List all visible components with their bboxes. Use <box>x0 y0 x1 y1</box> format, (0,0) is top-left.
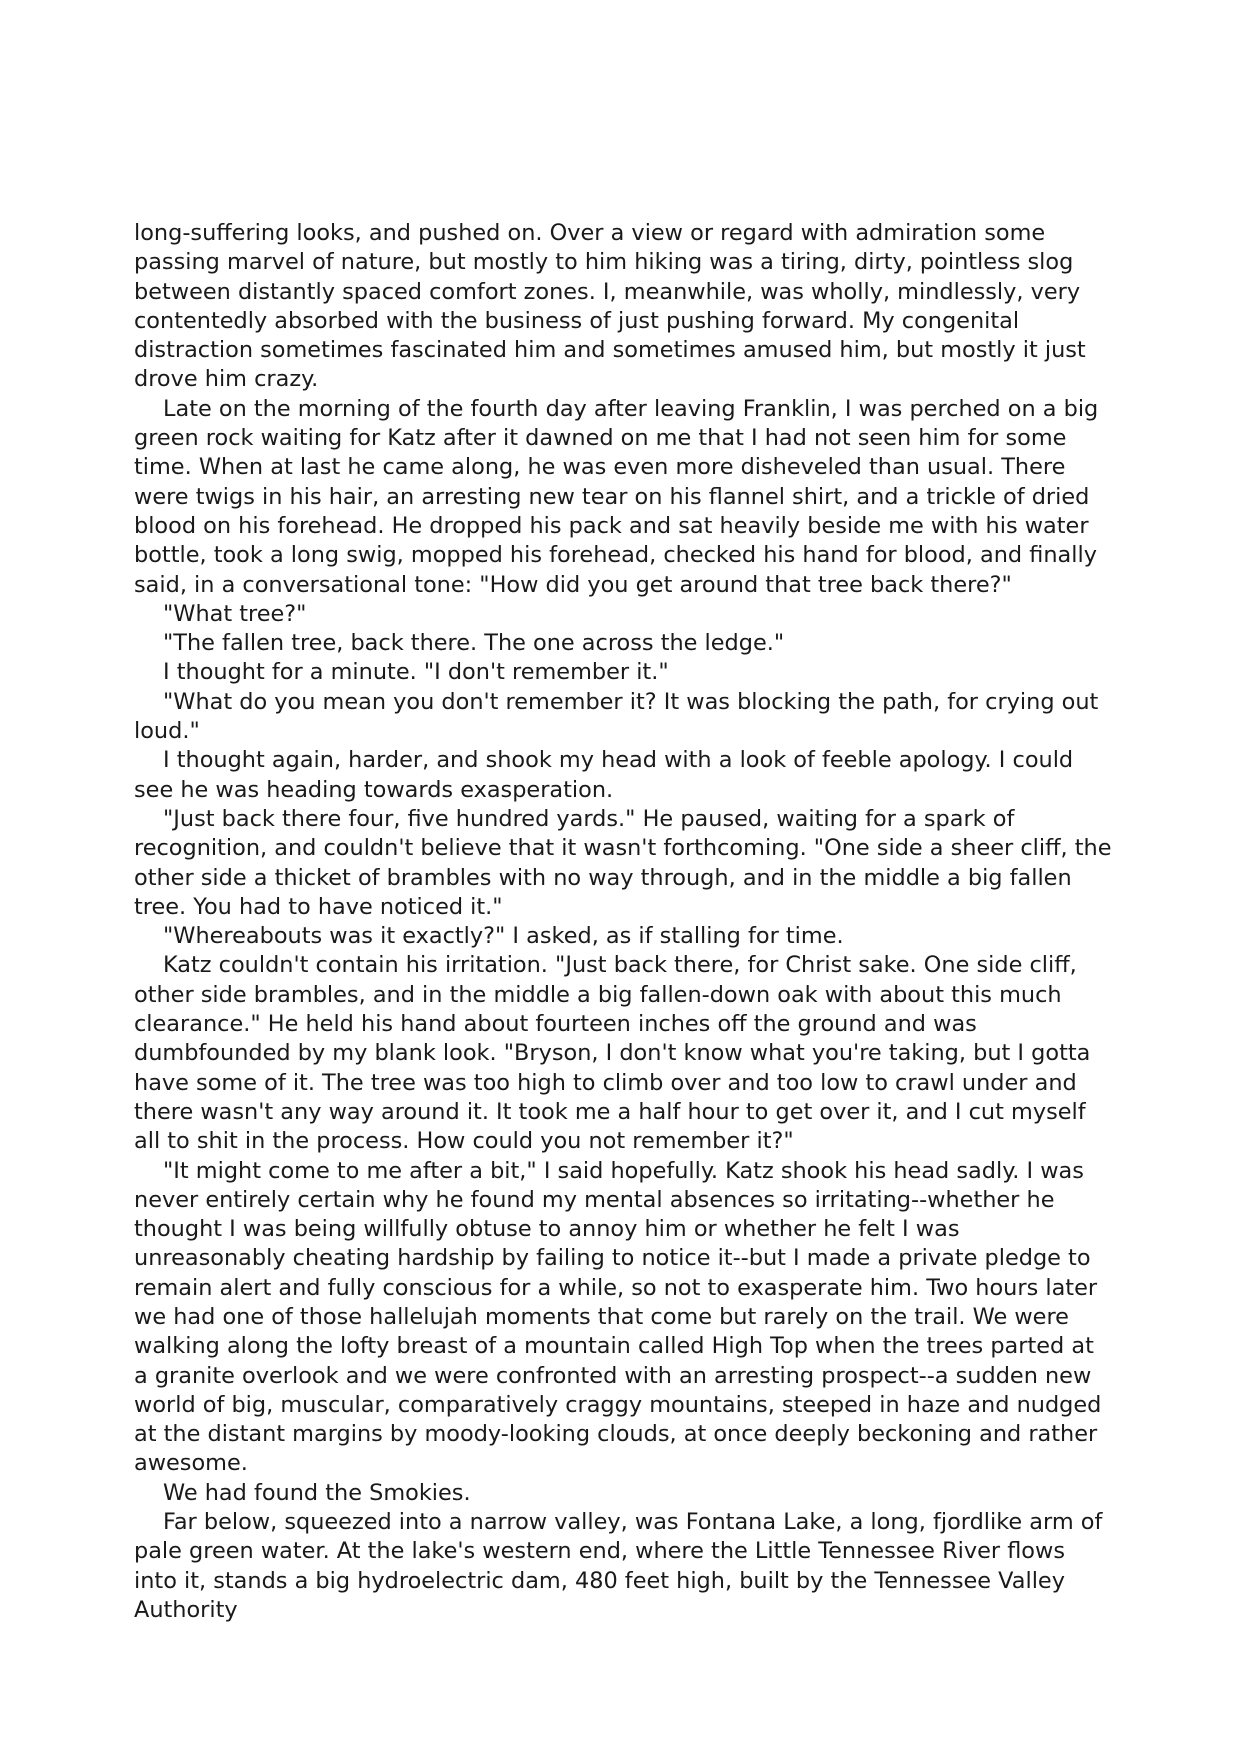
paragraph: I thought again, harder, and shook my head with a look of feeble apology. I could see he was heading towards exasperation. <box>134 747 1074 803</box>
paragraph: We had found the Smokies. <box>163 1479 471 1506</box>
paragraph: Katz couldn't contain his irritation. "Just back there, for Christ sake. One side cliff, other side brambles, and in the middle a big fallen-down oak with about this much clearance." He held his hand about fourteen inches off the ground and was dumbfounded by my blank look. "Bryson, I don't know what you're taking, but I gotta have some of it. The tree was too high to climb over and too low to crawl under and there wasn't any way around it. It took me a half hour to get over it, and I cut myself all to shit in the process. How could you not remember it?" <box>134 952 1091 1155</box>
paragraph: Late on the morning of the fourth day after leaving Franklin, I was perched on a big green rock waiting for Katz after it dawned on me that I had not seen him for some time. When at last he came along, he was even more disheveled than usual. There were twigs in his hair, an arresting new tear on his flannel shirt, and a trickle of dried blood on his forehead. He dropped his pack and sat heavily beside me with his water bottle, took a long swig, mopped his forehead, checked his hand for blood, and finally said, in a conversational tone: "How did you get around that tree back there?" <box>134 395 1099 598</box>
paragraph: "What tree?" <box>163 600 307 627</box>
paragraph: "Just back there four, five hundred yards." He paused, waiting for a spark of recognition, and couldn't believe that it wasn't forthcoming. "One side a sheer cliff, the other side a thicket of brambles with no way through, and in the middle a big fallen tree. You had to have noticed it." <box>134 805 1112 920</box>
paragraph: I thought for a minute. "I don't remember it." <box>163 659 669 686</box>
paragraph: "It might come to me after a bit," I said hopefully. Katz shook his head sadly. I was never entirely certain why he found my mental absences so irritating--whether he thought I was being willfully obtuse to annoy him or whether he felt I was unreasonably cheating hardship by failing to notice it--but I made a private pledge to remain alert and fully conscious for a while, so not to exasperate him. Two hours later we had one of those hallelujah moments that come but rarely on the trail. We were walking along the lofty breast of a mountain called High Top when the trees parted at a granite overlook and we were confronted with an arresting prospect--a sudden new world of big, muscular, comparatively craggy mountains, steeped in haze and nudged at the distant margins by moody-looking clouds, at once deeply beckoning and rather awesome. <box>134 1157 1102 1477</box>
paragraph: long-suffering looks, and pushed on. Over a view or regard with admiration some passing marvel of nature, but mostly to him hiking was a tiring, dirty, pointless slog between distantly spaced comfort zones. I, meanwhile, was wholly, mindlessly, very contentedly absorbed with the business of just pushing forward. My congenital distraction sometimes fascinated him and sometimes amused him, but mostly it just drove him crazy. <box>134 220 1086 393</box>
paragraph: "The fallen tree, back there. The one across the ledge." <box>163 630 785 657</box>
paragraph: "What do you mean you don't remember it? It was blocking the path, for crying out loud." <box>134 688 1099 745</box>
paragraph: "Whereabouts was it exactly?" I asked, as if stalling for time. <box>163 923 844 950</box>
body-text <box>134 219 1114 1625</box>
paragraph: Far below, squeezed into a narrow valley, was Fontana Lake, a long, fjordlike arm of pale green water. At the lake's western end, where the Little Tennessee River flows into it, stands a big hydroelectric dam, 480 feet high, built by the Tennessee Valley Authority <box>134 1509 1103 1623</box>
